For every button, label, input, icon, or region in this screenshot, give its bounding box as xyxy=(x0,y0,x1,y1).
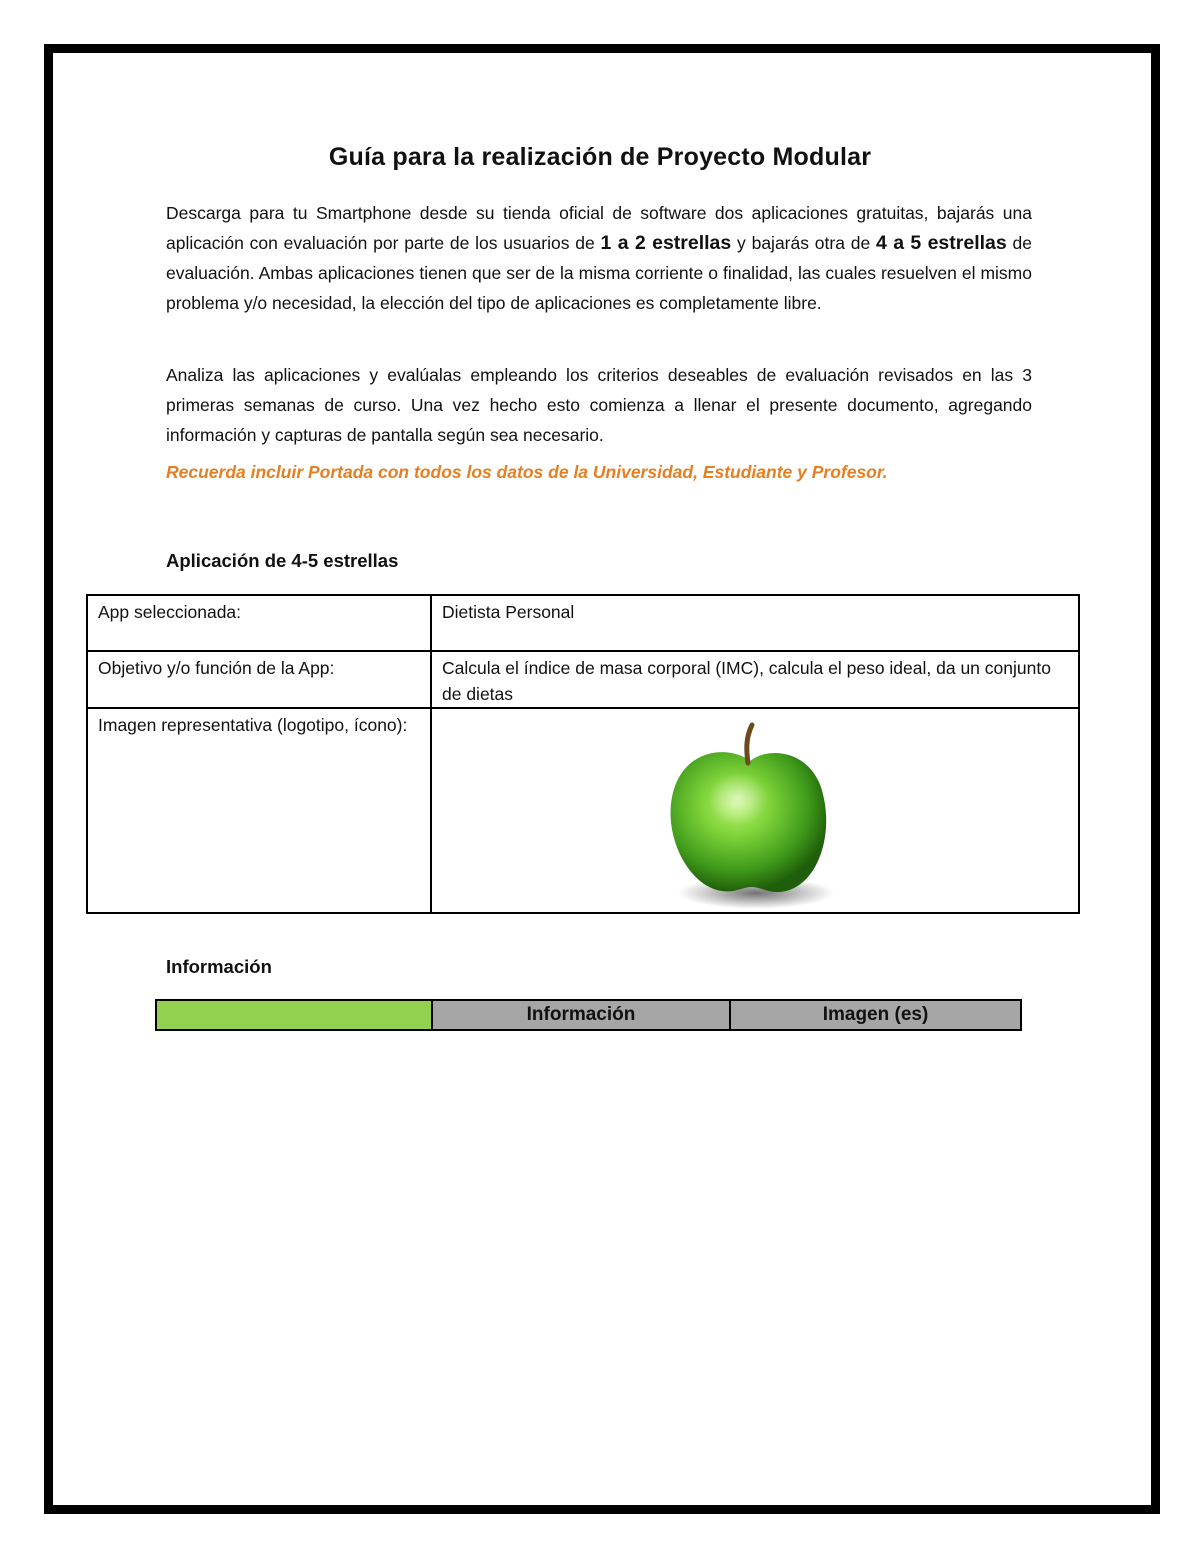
intro-bold-1: 1 a 2 estrellas xyxy=(600,232,732,254)
info-header-blank xyxy=(156,1000,432,1030)
analysis-paragraph: Analiza las aplicaciones y evalúalas empleando los criterios deseables de evaluación revisados en las 3 primeras semanas de curso. Una vez hecho esto comienza a llenar el presente documento, agregando información y capturas de pantalla según sea necesario. xyxy=(166,365,1032,445)
document-title: Guía para la realización de Proyecto Modular xyxy=(328,143,872,171)
info-section-heading: Información xyxy=(166,956,272,977)
green-apple-icon xyxy=(660,717,840,913)
app-label-cell: App seleccionada: xyxy=(87,595,431,651)
table-row xyxy=(87,708,1079,913)
intro-bold-2: 4 a 5 estrellas xyxy=(876,232,1007,254)
app-table xyxy=(86,594,1080,914)
intro-text-1: Descarga para tu Smartphone desde su tienda oficial de software dos aplicaciones gratuitas, bajarás una aplicación con evaluación por parte de los usuarios de xyxy=(166,203,1032,253)
objective-label-cell: Objetivo y/o función de la App: xyxy=(87,651,431,708)
table-header-row xyxy=(156,1000,1021,1030)
info-header-images: Imagen (es) xyxy=(730,1000,1021,1030)
image-value-cell xyxy=(431,708,1079,913)
table-row xyxy=(87,651,1079,708)
app-value-cell: Dietista Personal xyxy=(431,595,1079,651)
objective-value-cell: Calcula el índice de masa corporal (IMC), calcula el peso ideal, da un conjunto de dietas xyxy=(431,651,1079,708)
reminder-note: Recuerda incluir Portada con todos los datos de la Universidad, Estudiante y Profesor. xyxy=(166,462,888,482)
table-row xyxy=(87,595,1079,651)
app-section-heading: Aplicación de 4-5 estrellas xyxy=(166,550,399,571)
info-header-information: Información xyxy=(432,1000,730,1030)
intro-paragraph xyxy=(166,198,1032,318)
intro-text-2: y bajarás otra de xyxy=(731,233,876,253)
info-table xyxy=(155,999,1022,1031)
image-label-cell: Imagen representativa (logotipo, ícono): xyxy=(87,708,431,913)
intro-text-3: de evaluación. Ambas aplicaciones tienen que ser de la misma corriente o finalidad, las cuales resuelven el mismo problema y/o necesidad, la elección del tipo de aplicaciones es completamente libre. xyxy=(166,233,1032,313)
